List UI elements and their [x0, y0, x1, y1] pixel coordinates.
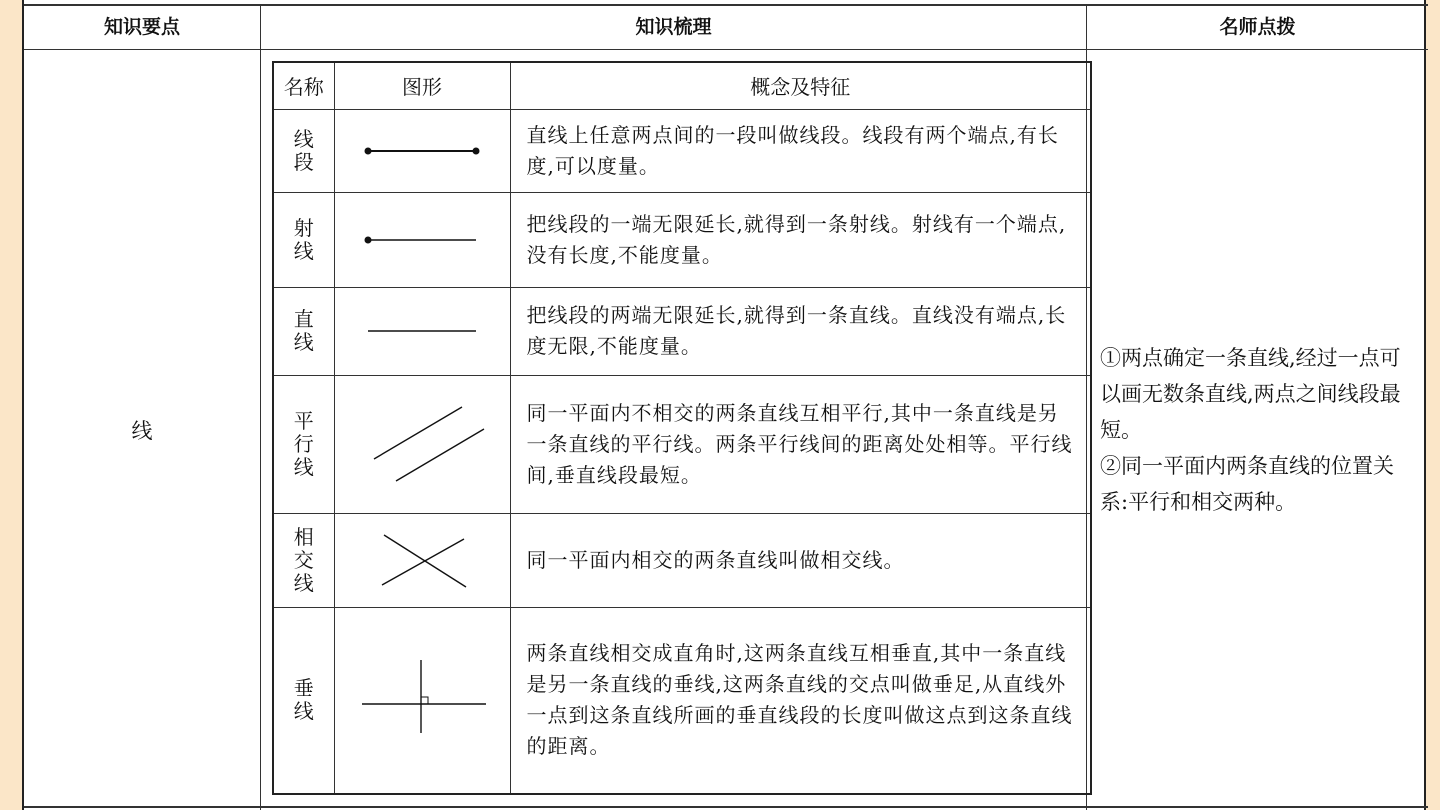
knowledge-sheet: [22, 0, 1426, 810]
row-desc-perpendicular: 两条直线相交成直角时,这两条直线互相垂直,其中一条直线是另一条直线的垂线,这两条直线的交点叫做垂足,从直线外一点到这条直线所画的垂直线段的长度叫做这点到这条直线的距离。: [510, 607, 1090, 793]
table-row: [274, 375, 1090, 513]
col-divider-1: [260, 4, 261, 810]
perpendicular-figure-icon: [352, 655, 492, 745]
col-header-name: 名称: [274, 63, 334, 109]
table-row: [274, 109, 1090, 192]
table-row: [274, 192, 1090, 287]
col-header-concept: 概念及特征: [510, 63, 1090, 109]
header-teacher-tips: 名师点拨: [1219, 15, 1296, 38]
row-desc-line: 把线段的两端无限延长,就得到一条直线。直线没有端点,长度无限,不能度量。: [510, 287, 1090, 375]
parallel-lines-figure-icon: [352, 399, 492, 489]
row-desc-parallel: 同一平面内不相交的两条直线互相平行,其中一条直线是另一条直线的平行线。两条平行线间的距离处处相等。平行线间,垂直线段最短。: [510, 375, 1090, 513]
row-desc-intersecting: 同一平面内相交的两条直线叫做相交线。: [510, 513, 1090, 607]
row-name-intersecting: 相交线: [293, 524, 314, 595]
header-knowledge-review: 知识梳理: [635, 15, 712, 38]
intersecting-lines-figure-icon: [352, 525, 492, 595]
concept-table: [272, 61, 1092, 795]
table-header-row: [274, 63, 1090, 109]
header-knowledge-points: 知识要点: [103, 15, 180, 38]
table-row: [274, 287, 1090, 375]
row-desc-ray: 把线段的一端无限延长,就得到一条射线。射线有一个端点,没有长度,不能度量。: [510, 192, 1090, 287]
row-name-ray: 射线: [293, 215, 314, 263]
row-name-parallel: 平行线: [293, 408, 314, 479]
col-header-figure: 图形: [334, 63, 510, 109]
tip-1: ①两点确定一条直线,经过一点可以画无数条直线,两点之间线段最短。: [1100, 346, 1401, 442]
line-figure-icon: [352, 321, 492, 341]
segment-figure-icon: [352, 141, 492, 161]
tip-2: ②同一平面内两条直线的位置关系:平行和相交两种。: [1100, 454, 1394, 514]
ray-figure-icon: [352, 230, 492, 250]
row-name-segment: 线段: [293, 126, 314, 174]
topic-label: 线: [131, 419, 153, 443]
row-desc-segment: 直线上任意两点间的一段叫做线段。线段有两个端点,有长度,可以度量。: [510, 109, 1090, 192]
tips-panel: [1086, 50, 1428, 810]
table-row: [274, 607, 1090, 793]
row-name-perpendicular: 垂线: [293, 676, 314, 724]
table-row: [274, 513, 1090, 607]
row-name-line: 直线: [293, 307, 314, 354]
